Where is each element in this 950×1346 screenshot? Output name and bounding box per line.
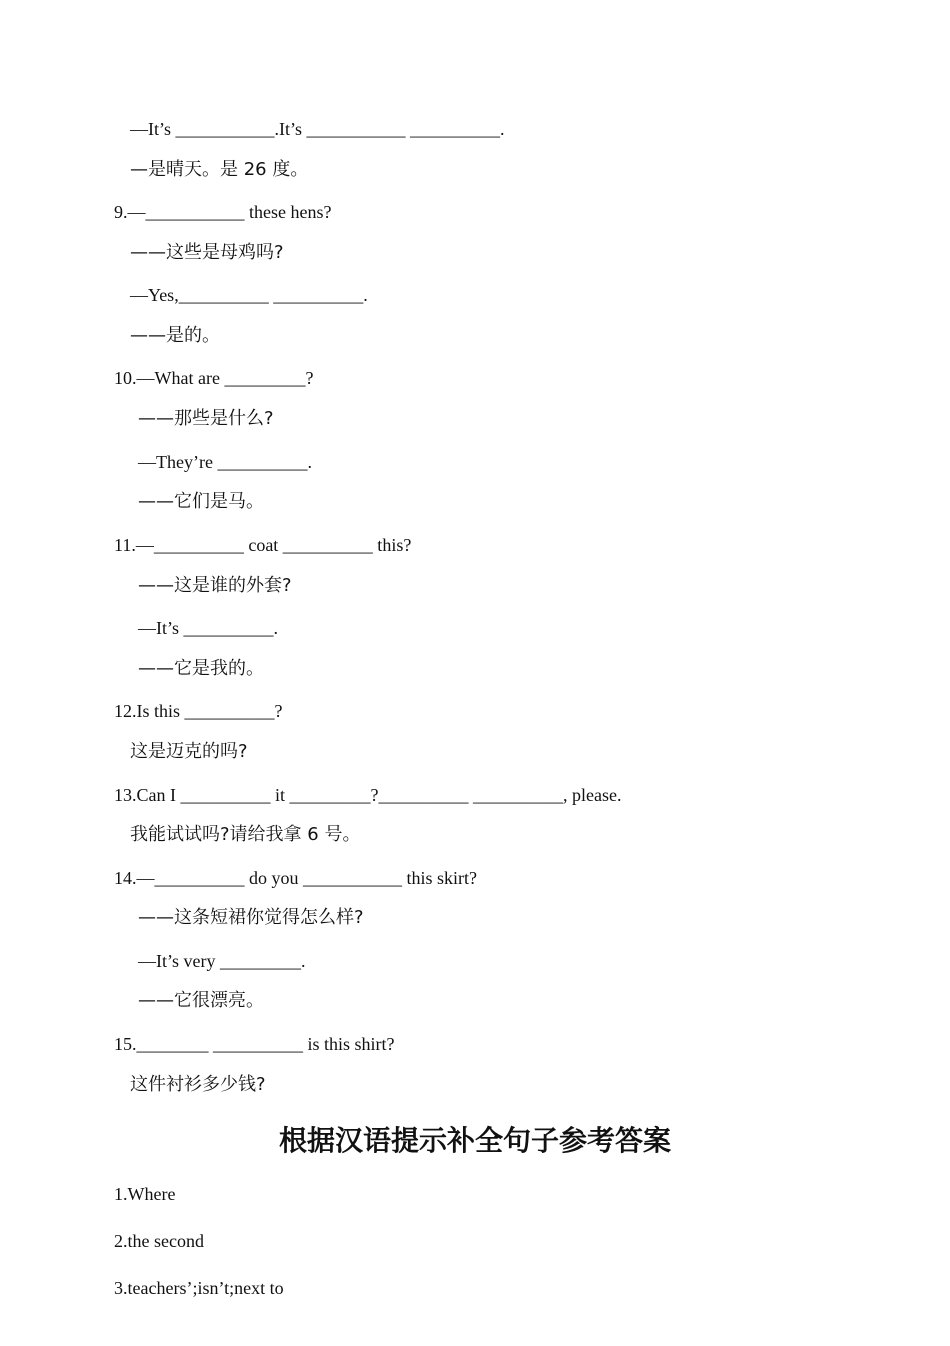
question-13: 13.Can I __________ it _________?__________ __________, please. (114, 785, 622, 805)
answer-item: 3.teachers’;isn’t;next to (114, 1278, 284, 1298)
translation-line: 这件衬衫多少钱? (130, 1074, 266, 1095)
translation-line: 我能试试吗?请给我拿 6 号。 (130, 824, 361, 845)
question-10: 10.—What are _________? (114, 368, 314, 388)
question-11: 11.—__________ coat __________ this? (114, 535, 412, 555)
translation-line: ——这是谁的外套? (138, 575, 292, 596)
exercise-line: —They’re __________. (138, 452, 312, 472)
question-9: 9.—___________ these hens? (114, 202, 332, 222)
answer-item: 1.Where (114, 1184, 176, 1204)
question-15: 15.________ __________ is this shirt? (114, 1034, 395, 1054)
exercise-line: —It’s __________. (138, 618, 279, 638)
question-14: 14.—__________ do you ___________ this skirt? (114, 868, 477, 888)
translation-line: —是晴天。是 26 度。 (130, 159, 309, 180)
translation-line: ——它是我的。 (138, 658, 264, 679)
translation-line: ——这条短裙你觉得怎么样? (138, 907, 364, 928)
exercise-line: —It’s ___________.It’s ___________ __________. (130, 119, 505, 139)
exercise-line: —Yes,__________ __________. (130, 285, 368, 305)
question-12: 12.Is this __________? (114, 701, 283, 721)
translation-line: ——这些是母鸡吗? (130, 242, 284, 263)
answer-item: 2.the second (114, 1231, 204, 1251)
translation-line: ——它们是马。 (138, 491, 264, 512)
exercise-line: —It’s very _________. (138, 951, 306, 971)
translation-line: ——它很漂亮。 (138, 990, 264, 1011)
answers-heading: 根据汉语提示补全句子参考答案 (278, 1124, 671, 1157)
translation-line: ——是的。 (130, 325, 220, 346)
translation-line: ——那些是什么? (138, 408, 274, 429)
translation-line: 这是迈克的吗? (130, 741, 248, 762)
